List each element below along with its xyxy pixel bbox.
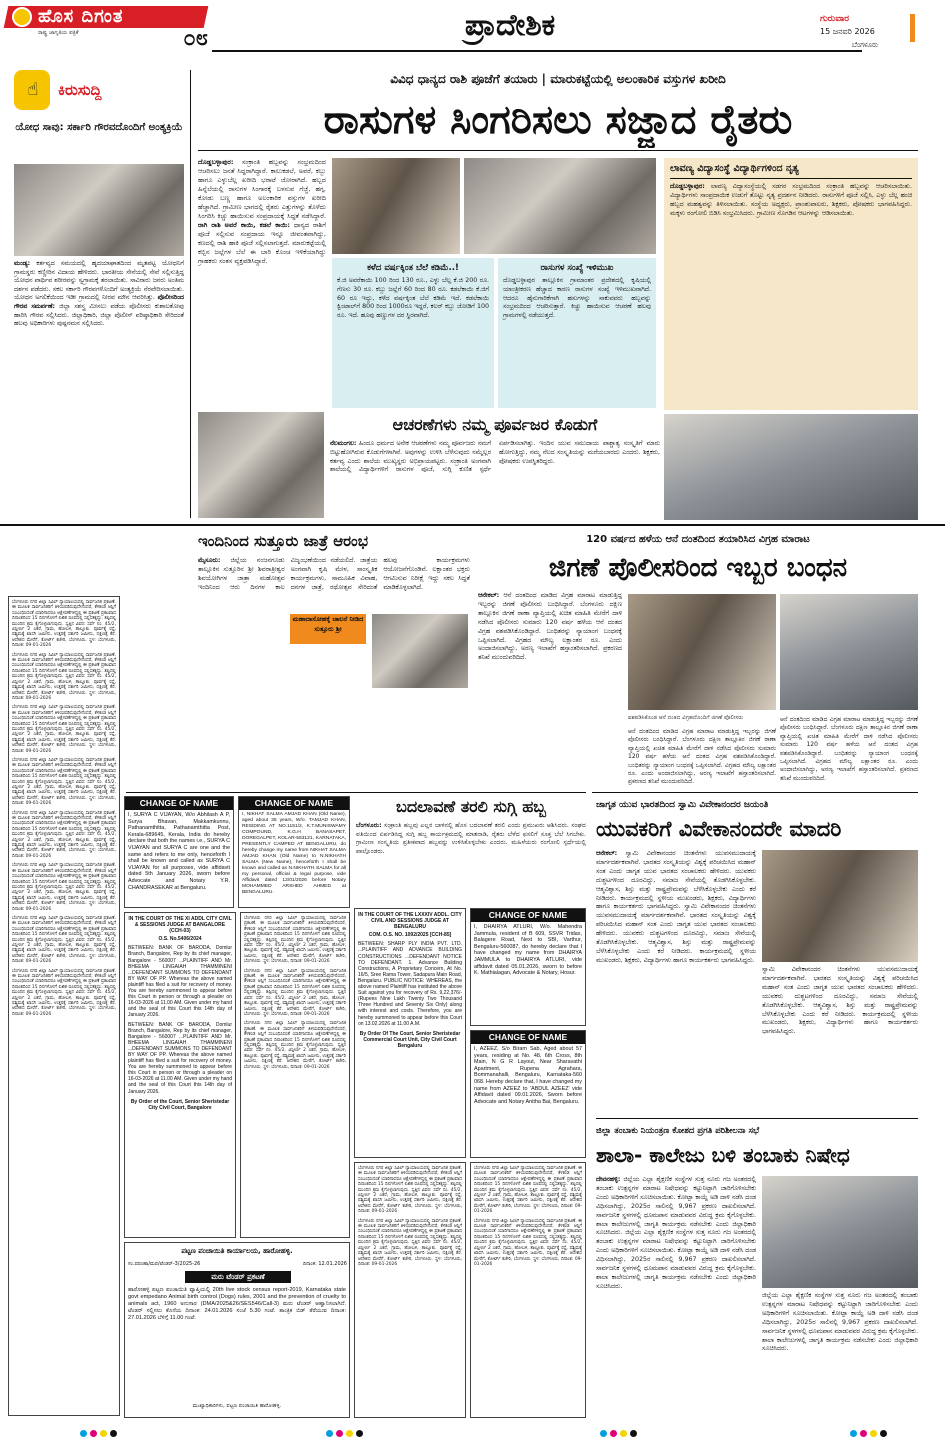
logo-emblem-icon xyxy=(12,7,32,27)
vivekananda-headline: ಯುವಕರಿಗೆ ವಿವೇಕಾನಂದರೇ ಮಾದರಿ xyxy=(596,817,842,841)
left-brief-headline: ಯೋಧ ಸಾವು: ಸರ್ಕಾರಿ ಗೌರವದೊಂದಿಗೆ ಅಂತ್ಯಕ್ರಿಯೆ xyxy=(15,122,183,133)
lead-text: ಸಂಕ್ರಾಂತಿ ಹಬ್ಬವನ್ನು ಸಂಭ್ರಮದಿಂದ ಆಚರಿಸಲು ಜನತೆ ಸಿದ್ದರಾಗಿದ್ದಾರೆ. ಕಾಲುಕಡಲೆ, ಅವರೆ, ಕಬ್ಬು ಹಾಗೂ ಎಳ್ಳುಬೆಲ್ಲ ಖರೀದಿ ಭರಾಟೆ ಜೋರಾಗಿದೆ. ಹಬ್ಬದ ಹಿನ್ನೆಲೆಯಲ್ಲಿ ರಾಸುಗಳ ಸಿಂಗಾರಕ್ಕೆ ಬಳಸುವ ಗೆಜ್ಜೆ, ಹಗ್ಗ, ಕೋಡು ಬಣ್ಣ ಹಾಗೂ ಅಲಂಕಾರಿಕ ವಸ್ತುಗಳ ಖರೀದಿ ಹೆಚ್ಚಾಗಿದೆ. ಗ್ರಾಮೀಣ ಭಾಗದಲ್ಲಿ ರೈತರು ಎತ್ತುಗಳನ್ನು ತೊಳೆದು ಸಿಂಗರಿಸಿ ಕಿಚ್ಚು ಹಾಯಿಸುವ ಸಂಪ್ರದಾಯಕ್ಕೆ ಸಿದ್ಧತೆ ನಡೆಸಿದ್ದಾರೆ. xyxy=(198,158,326,220)
suttur-photo xyxy=(372,614,468,688)
hand-point-icon: ☝ xyxy=(27,79,39,100)
market-sugarcane-photo xyxy=(332,158,460,254)
kannada-court-notice-text-4: ಬೆಂಗಳೂರು ನಗರ ಜಿಲ್ಲಾ ಸಿವಿಲ್ ನ್ಯಾಯಾಲಯದಲ್ಲಿ ಸಾರ್ವಜನಿಕ ಪ್ರಕಟಣೆ. ಈ ಮೂಲಕ ಸಾರ್ವಜನಿಕರಿಗೆ ತಿಳಿಯಪಡಿಸುವುದೇನೆಂದರೆ, ಕೆಳಕಂಡ ಆಸ್ತಿಗೆ ಸಂಬಂಧಿಸಿದಂತೆ ಯಾರಿಗಾದರೂ ಆಕ್ಷೇಪಣೆಗಳಿದ್ದಲ್ಲಿ ಈ ಪ್ರಕಟಣೆ ಪ್ರಕಟವಾದ ದಿನಾಂಕದಿಂದ 15 ದಿನಗಳೊಳಗೆ ಲಿಖಿತ ರೂಪದಲ್ಲಿ ಸಲ್ಲಿಸತಕ್ಕದ್ದು. ತಪ್ಪಿದಲ್ಲಿ ಮುಂದಿನ ಕ್ರಮ ಕೈಗೊಳ್ಳಲಾಗುವುದು. ಸ್ವತ್ತಿನ ವಿವರ: ಸರ್ವೆ ನಂ. 45/2, ವಿಸ್ತೀರ್ಣ 2 ಎಕರೆ, ಗ್ರಾಮ, ಹೋಬಳಿ, ತಾಲ್ಲೂಕು. ಪೂರ್ವಕ್ಕೆ ರಸ್ತೆ, ಪಶ್ಚಿಮಕ್ಕೆ ಖಾಸಗಿ ಜಮೀನು, ಉತ್ತರಕ್ಕೆ ಸರ್ಕಾರಿ ಜಮೀನು, ದಕ್ಷಿಣಕ್ಕೆ ಕೆರೆ. ಆದೇಶದ ಮೇರೆಗೆ, ಕೋರ್ಟ್ ಕಚೇರಿ, ಬೆಂಗಳೂರು. ಸ್ಥಳ: ಬೆಂಗಳೂರು, ದಿನಾಂಕ: 09-01-2026 xyxy=(12,757,116,807)
lead-dateline: ದೊಡ್ಡಬಳ್ಳಾಪುರ: xyxy=(198,158,234,166)
kannada-notice-middle xyxy=(240,912,350,1238)
jigani-dateline: ಆನೇಕಲ್: xyxy=(478,592,500,599)
soldier-funeral-photo xyxy=(14,164,184,256)
page-number: ೦೮ xyxy=(183,26,208,51)
reg-dot-cyan-3 xyxy=(600,1430,607,1437)
vivekananda-body xyxy=(596,850,756,1114)
lavanya-students-photo xyxy=(664,414,918,520)
left-brief-subhead: ಪೊಲೀಸರಿಂದ ಗೌರವ ಸಮರ್ಪಣೆ: xyxy=(14,294,184,310)
change-of-name-dhairya-title: CHANGE OF NAME xyxy=(471,909,585,922)
suttur-dateline: ಮೈಸೂರು: xyxy=(198,556,221,564)
logo-text: ಹೊಸ ದಿಗಂತ xyxy=(38,6,124,27)
kannada-notice-lower-a-text-2: ಬೆಂಗಳೂರು ನಗರ ಜಿಲ್ಲಾ ಸಿವಿಲ್ ನ್ಯಾಯಾಲಯದಲ್ಲಿ ಸಾರ್ವಜನಿಕ ಪ್ರಕಟಣೆ. ಈ ಮೂಲಕ ಸಾರ್ವಜನಿಕರಿಗೆ ತಿಳಿಯಪಡಿಸುವುದೇನೆಂದರೆ, ಕೆಳಕಂಡ ಆಸ್ತಿಗೆ ಸಂಬಂಧಿಸಿದಂತೆ ಯಾರಿಗಾದರೂ ಆಕ್ಷೇಪಣೆಗಳಿದ್ದಲ್ಲಿ ಈ ಪ್ರಕಟಣೆ ಪ್ರಕಟವಾದ ದಿನಾಂಕದಿಂದ 15 ದಿನಗಳೊಳಗೆ ಲಿಖಿತ ರೂಪದಲ್ಲಿ ಸಲ್ಲಿಸತಕ್ಕದ್ದು. ತಪ್ಪಿದಲ್ಲಿ ಮುಂದಿನ ಕ್ರಮ ಕೈಗೊಳ್ಳಲಾಗುವುದು. ಸ್ವತ್ತಿನ ವಿವರ: ಸರ್ವೆ ನಂ. 45/2, ವಿಸ್ತೀರ್ಣ 2 ಎಕರೆ, ಗ್ರಾಮ, ಹೋಬಳಿ, ತಾಲ್ಲೂಕು. ಪೂರ್ವಕ್ಕೆ ರಸ್ತೆ, ಪಶ್ಚಿಮಕ್ಕೆ ಖಾಸಗಿ ಜಮೀನು, ಉತ್ತರಕ್ಕೆ ಸರ್ಕಾರಿ ಜಮೀನು, ದಕ್ಷಿಣಕ್ಕೆ ಕೆರೆ. ಆದೇಶದ ಮೇರೆಗೆ, ಕೋರ್ಟ್ ಕಚೇರಿ, ಬೆಂಗಳೂರು. ಸ್ಥಳ: ಬೆಂಗಳೂರು, ದಿನಾಂಕ: 09-01-2026 xyxy=(358,1218,462,1267)
kirusuddi-label: ಕಿರುಸುದ್ದಿ xyxy=(58,81,102,99)
lead-body xyxy=(198,158,326,414)
date-label: 15 ಜನವರಿ 2026 xyxy=(820,27,875,36)
price-box xyxy=(332,258,494,408)
lavanya-rule xyxy=(670,178,912,179)
kannada-notice-lower-a-text: ಬೆಂಗಳೂರು ನಗರ ಜಿಲ್ಲಾ ಸಿವಿಲ್ ನ್ಯಾಯಾಲಯದಲ್ಲಿ ಸಾರ್ವಜನಿಕ ಪ್ರಕಟಣೆ. ಈ ಮೂಲಕ ಸಾರ್ವಜನಿಕರಿಗೆ ತಿಳಿಯಪಡಿಸುವುದೇನೆಂದರೆ, ಕೆಳಕಂಡ ಆಸ್ತಿಗೆ ಸಂಬಂಧಿಸಿದಂತೆ ಯಾರಿಗಾದರೂ ಆಕ್ಷೇಪಣೆಗಳಿದ್ದಲ್ಲಿ ಈ ಪ್ರಕಟಣೆ ಪ್ರಕಟವಾದ ದಿನಾಂಕದಿಂದ 15 ದಿನಗಳೊಳಗೆ ಲಿಖಿತ ರೂಪದಲ್ಲಿ ಸಲ್ಲಿಸತಕ್ಕದ್ದು. ತಪ್ಪಿದಲ್ಲಿ ಮುಂದಿನ ಕ್ರಮ ಕೈಗೊಳ್ಳಲಾಗುವುದು. ಸ್ವತ್ತಿನ ವಿವರ: ಸರ್ವೆ ನಂ. 45/2, ವಿಸ್ತೀರ್ಣ 2 ಎಕರೆ, ಗ್ರಾಮ, ಹೋಬಳಿ, ತಾಲ್ಲೂಕು. ಪೂರ್ವಕ್ಕೆ ರಸ್ತೆ, ಪಶ್ಚಿಮಕ್ಕೆ ಖಾಸಗಿ ಜಮೀನು, ಉತ್ತರಕ್ಕೆ ಸರ್ಕಾರಿ ಜಮೀನು, ದಕ್ಷಿಣಕ್ಕೆ ಕೆರೆ. ಆದೇಶದ ಮೇರೆಗೆ, ಕೋರ್ಟ್ ಕಚೇರಿ, ಬೆಂಗಳೂರು. ಸ್ಥಳ: ಬೆಂಗಳೂರು, ದಿನಾಂಕ: 09-01-2026 xyxy=(358,1166,462,1215)
suttur-headline: ಇಂದಿನಿಂದ ಸುತ್ತೂರು ಜಾತ್ರೆ ಆರಂಭ xyxy=(198,532,368,550)
left-brief-dateline: ಮಂಡ್ಯ: xyxy=(14,260,31,267)
left-column-rule xyxy=(190,70,191,518)
tender-office-title: ಪಟ್ಟಣ ಪಂಚಾಯಿತಿ ಕಾರ್ಯಾಲಯ, ಹಾರೋಹಳ್ಳಿ. xyxy=(181,1247,293,1255)
court1-case: O.S. No.5406/2024 xyxy=(158,936,202,943)
vivekananda-text: ಸ್ವಾಮಿ ವಿವೇಕಾನಂದರ ಚಿಂತನೆಗಳು ಯುವಸಮುದಾಯಕ್ಕೆ ಮಾರ್ಗದರ್ಶಕವಾಗಿವೆ. ಭಾರತದ ಸಂಸ್ಕೃತಿಯನ್ನು ವಿಶ್ವಕ್ಕೆ ಪರಿಚಯಿಸಿದ ಮಹಾನ್ ಸಂತ ಎಂದು ಜಾಗೃತ ಯುವ ಭಾರತದ ಸಂಚಾಲಕರು ಹೇಳಿದರು. ಯುವಕರು ದುಶ್ಚಟಗಳಿಂದ ದೂರವಿದ್ದು, ಸಮಾಜ ಸೇವೆಯಲ್ಲಿ ತೊಡಗಿಸಿಕೊಳ್ಳಬೇಕು. ಆತ್ಮವಿಶ್ವಾಸ, ಶಿಸ್ತು ಮತ್ತು ರಾಷ್ಟ್ರಪ್ರೇಮವನ್ನು ಬೆಳೆಸಿಕೊಳ್ಳಬೇಕು ಎಂದು ಕರೆ ನೀಡಿದರು. ಕಾರ್ಯಕ್ರಮದಲ್ಲಿ ಸ್ಥಳೀಯ ಮುಖಂಡರು, ಶಿಕ್ಷಕರು, ವಿದ್ಯಾರ್ಥಿಗಳು ಹಾಗೂ ಕಾರ್ಯಕರ್ತರು ಭಾಗವಹಿಸಿದ್ದರು. xyxy=(596,850,756,911)
kannada-court-notice-text-2: ಬೆಂಗಳೂರು ನಗರ ಜಿಲ್ಲಾ ಸಿವಿಲ್ ನ್ಯಾಯಾಲಯದಲ್ಲಿ ಸಾರ್ವಜನಿಕ ಪ್ರಕಟಣೆ. ಈ ಮೂಲಕ ಸಾರ್ವಜನಿಕರಿಗೆ ತಿಳಿಯಪಡಿಸುವುದೇನೆಂದರೆ, ಕೆಳಕಂಡ ಆಸ್ತಿಗೆ ಸಂಬಂಧಿಸಿದಂತೆ ಯಾರಿಗಾದರೂ ಆಕ್ಷೇಪಣೆಗಳಿದ್ದಲ್ಲಿ ಈ ಪ್ರಕಟಣೆ ಪ್ರಕಟವಾದ ದಿನಾಂಕದಿಂದ 15 ದಿನಗಳೊಳಗೆ ಲಿಖಿತ ರೂಪದಲ್ಲಿ ಸಲ್ಲಿಸತಕ್ಕದ್ದು. ತಪ್ಪಿದಲ್ಲಿ ಮುಂದಿನ ಕ್ರಮ ಕೈಗೊಳ್ಳಲಾಗುವುದು. ಸ್ವತ್ತಿನ ವಿವರ: ಸರ್ವೆ ನಂ. 45/2, ವಿಸ್ತೀರ್ಣ 2 ಎಕರೆ, ಗ್ರಾಮ, ಹೋಬಳಿ, ತಾಲ್ಲೂಕು. ಪೂರ್ವಕ್ಕೆ ರಸ್ತೆ, ಪಶ್ಚಿಮಕ್ಕೆ ಖಾಸಗಿ ಜಮೀನು, ಉತ್ತರಕ್ಕೆ ಸರ್ಕಾರಿ ಜಮೀನು, ದಕ್ಷಿಣಕ್ಕೆ ಕೆರೆ. ಆದೇಶದ ಮೇರೆಗೆ, ಕೋರ್ಟ್ ಕಚೇರಿ, ಬೆಂಗಳೂರು. ಸ್ಥಳ: ಬೆಂಗಳೂರು, ದಿನಾಂಕ: 09-01-2026 xyxy=(12,652,116,701)
sugghi-body xyxy=(356,822,586,904)
change-of-name-dhairya-body: I, DHAIRYA ATLURI, W/o. Mahendra Jammula, resident of B 609, SSVR Tridax, Balagere Road, Next to SBI, Varthur, Bengaluru-560087, do hereby declare that I have changed my name from DHAIRYA JAMMULA to DHAIRYA ATLURI, vide affidavit dated 05.01.2026, sworn to before K. Mathialagan, Advocate & Notary, Hosur. xyxy=(474,924,582,977)
kannada-court-notice-text-7: ಬೆಂಗಳೂರು ನಗರ ಜಿಲ್ಲಾ ಸಿವಿಲ್ ನ್ಯಾಯಾಲಯದಲ್ಲಿ ಸಾರ್ವಜನಿಕ ಪ್ರಕಟಣೆ. ಈ ಮೂಲಕ ಸಾರ್ವಜನಿಕರಿಗೆ ತಿಳಿಯಪಡಿಸುವುದೇನೆಂದರೆ, ಕೆಳಕಂಡ ಆಸ್ತಿಗೆ ಸಂಬಂಧಿಸಿದಂತೆ ಯಾರಿಗಾದರೂ ಆಕ್ಷೇಪಣೆಗಳಿದ್ದಲ್ಲಿ ಈ ಪ್ರಕಟಣೆ ಪ್ರಕಟವಾದ ದಿನಾಂಕದಿಂದ 15 ದಿನಗಳೊಳಗೆ ಲಿಖಿತ ರೂಪದಲ್ಲಿ ಸಲ್ಲಿಸತಕ್ಕದ್ದು. ತಪ್ಪಿದಲ್ಲಿ ಮುಂದಿನ ಕ್ರಮ ಕೈಗೊಳ್ಳಲಾಗುವುದು. ಸ್ವತ್ತಿನ ವಿವರ: ಸರ್ವೆ ನಂ. 45/2, ವಿಸ್ತೀರ್ಣ 2 ಎಕರೆ, ಗ್ರಾಮ, ಹೋಬಳಿ, ತಾಲ್ಲೂಕು. ಪೂರ್ವಕ್ಕೆ ರಸ್ತೆ, ಪಶ್ಚಿಮಕ್ಕೆ ಖಾಸಗಿ ಜಮೀನು, ಉತ್ತರಕ್ಕೆ ಸರ್ಕಾರಿ ಜಮೀನು, ದಕ್ಷಿಣಕ್ಕೆ ಕೆರೆ. ಆದೇಶದ ಮೇರೆಗೆ, ಕೋರ್ಟ್ ಕಚೇರಿ, ಬೆಂಗಳೂರು. ಸ್ಥಳ: ಬೆಂಗಳೂರು, ದಿನಾಂಕ: 09-01-2026 xyxy=(12,915,116,965)
court1-title: IN THE COURT OF THE XI ADDL CITY CIVIL & SESSIONS JUDGE AT BANGALORE (CCH-03) xyxy=(128,916,232,935)
court2-body: BETWEEN: SHARP PLY INDIA PVT. LTD. ...PLAINTIFF AND ADVANCE BUILDING CONSTRUCTIONS ...DEFENDANT NOTICE TO DEFENDANT. 1. Advance Building Constructions, A Proprietary Concern, At No. 16/5, Sree Rama Tower, Sadapura Main Road, Bengaluru. PUBLIC NOTICE: WHEREAS, the above named Plaintiff has instituted the above Suit against you for recovery of Rs. 9,22,376/- (Rupees Nine Lakh Twenty Two Thousand Three Hundred and Seventy Six Only) along with interest and costs. Therefore, you are hereby summoned to appear before this Court on 13.02.2026 at 11.00 A.M. xyxy=(358,941,462,1027)
vivekananda-text-2: ಸ್ವಾಮಿ ವಿವೇಕಾನಂದರ ಚಿಂತನೆಗಳು ಯುವಸಮುದಾಯಕ್ಕೆ ಮಾರ್ಗದರ್ಶಕವಾಗಿವೆ. ಭಾರತದ ಸಂಸ್ಕೃತಿಯನ್ನು ವಿಶ್ವಕ್ಕೆ ಪರಿಚಯಿಸಿದ ಮಹಾನ್ ಸಂತ ಎಂದು ಜಾಗೃತ ಯುವ ಭಾರತದ ಸಂಚಾಲಕರು ಹೇಳಿದರು. ಯುವಕರು ದುಶ್ಚಟಗಳಿಂದ ದೂರವಿದ್ದು, ಸಮಾಜ ಸೇವೆಯಲ್ಲಿ ತೊಡಗಿಸಿಕೊಳ್ಳಬೇಕು. ಆತ್ಮವಿಶ್ವಾಸ, ಶಿಸ್ತು ಮತ್ತು ರಾಷ್ಟ್ರಪ್ರೇಮವನ್ನು ಬೆಳೆಸಿಕೊಳ್ಳಬೇಕು ಎಂದು ಕರೆ ನೀಡಿದರು. ಕಾರ್ಯಕ್ರಮದಲ್ಲಿ ಸ್ಥಳೀಯ ಮುಖಂಡರು, ಶಿಕ್ಷಕರು, ವಿದ್ಯಾರ್ಥಿಗಳು ಹಾಗೂ ಕಾರ್ಯಕರ್ತರು ಭಾಗವಹಿಸಿದ್ದರು. xyxy=(596,903,756,964)
vivekananda-dateline: ಆನೇಕಲ್: xyxy=(596,850,618,857)
masthead xyxy=(0,0,945,54)
kannada-court-notice-text-6: ಬೆಂಗಳೂರು ನಗರ ಜಿಲ್ಲಾ ಸಿವಿಲ್ ನ್ಯಾಯಾಲಯದಲ್ಲಿ ಸಾರ್ವಜನಿಕ ಪ್ರಕಟಣೆ. ಈ ಮೂಲಕ ಸಾರ್ವಜನಿಕರಿಗೆ ತಿಳಿಯಪಡಿಸುವುದೇನೆಂದರೆ, ಕೆಳಕಂಡ ಆಸ್ತಿಗೆ ಸಂಬಂಧಿಸಿದಂತೆ ಯಾರಿಗಾದರೂ ಆಕ್ಷೇಪಣೆಗಳಿದ್ದಲ್ಲಿ ಈ ಪ್ರಕಟಣೆ ಪ್ರಕಟವಾದ ದಿನಾಂಕದಿಂದ 15 ದಿನಗಳೊಳಗೆ ಲಿಖಿತ ರೂಪದಲ್ಲಿ ಸಲ್ಲಿಸತಕ್ಕದ್ದು. ತಪ್ಪಿದಲ್ಲಿ ಮುಂದಿನ ಕ್ರಮ ಕೈಗೊಳ್ಳಲಾಗುವುದು. ಸ್ವತ್ತಿನ ವಿವರ: ಸರ್ವೆ ನಂ. 45/2, ವಿಸ್ತೀರ್ಣ 2 ಎಕರೆ, ಗ್ರಾಮ, ಹೋಬಳಿ, ತಾಲ್ಲೂಕು. ಪೂರ್ವಕ್ಕೆ ರಸ್ತೆ, ಪಶ್ಚಿಮಕ್ಕೆ ಖಾಸಗಿ ಜಮೀನು, ಉತ್ತರಕ್ಕೆ ಸರ್ಕಾರಿ ಜಮೀನು, ದಕ್ಷಿಣಕ್ಕೆ ಕೆರೆ. ಆದೇಶದ ಮೇರೆಗೆ, ಕೋರ್ಟ್ ಕಚೇರಿ, ಬೆಂಗಳೂರು. ಸ್ಥಳ: ಬೆಂಗಳೂರು, ದಿನಾಂಕ: 09-01-2026 xyxy=(12,863,116,912)
tobacco-dateline: ದೇವನಹಳ್ಳಿ: xyxy=(596,1176,621,1183)
sugghi-text: ಸಂಕ್ರಾಂತಿ ಹಬ್ಬವು ಎಲ್ಲರ ಬಾಳಿನಲ್ಲಿ ಹೊಸ ಬದಲಾವಣೆ ತರಲಿ ಎಂದು ಪ್ರಮುಖರು ಆಶಿಸಿದರು. ಸಂಘದ ವತಿಯಿಂದ ಏರ್ಪಡಿಸಿದ್ದ ಸುಗ್ಗಿ ಹಬ್ಬ ಕಾರ್ಯಕ್ರಮದಲ್ಲಿ ಮಾತನಾಡಿ, ರೈತರು ಬೆಳೆದ ಫಸಲಿಗೆ ಸೂಕ್ತ ಬೆಲೆ ಸಿಗಬೇಕು. ಗ್ರಾಮೀಣ ಸಂಸ್ಕೃತಿಯ ಪ್ರತೀಕವಾದ ಹಬ್ಬವನ್ನು ಉಳಿಸಿಕೊಳ್ಳಬೇಕು ಎಂದರು. ಮಹಿಳೆಯರು ರಂಗೋಲಿ ಸ್ಪರ್ಧೆಯಲ್ಲಿ ಪಾಲ್ಗೊಂಡರು. xyxy=(356,822,586,856)
lavanya-text: ಲಾವಣ್ಯ ವಿದ್ಯಾಸಂಸ್ಥೆಯಲ್ಲಿ ಸಡಗರ ಸಂಭ್ರಮದಿಂದ ಸಂಕ್ರಾಂತಿ ಹಬ್ಬವನ್ನು ಆಚರಿಸಲಾಯಿತು. ವಿದ್ಯಾರ್ಥಿಗಳು ಸಾಂಪ್ರದಾಯಿಕ ಉಡುಗೆ ತೊಟ್ಟು ನೃತ್ಯ ಪ್ರದರ್ಶನ ನೀಡಿದರು. ರಾಸುಗಳಿಗೆ ಪೂಜೆ ಸಲ್ಲಿಸಿ, ಎಳ್ಳು ಬೆಲ್ಲ ಹಂಚಿ ಹಬ್ಬದ ಮಹತ್ವವನ್ನು ತಿಳಿಸಲಾಯಿತು. ಸಂಸ್ಥೆಯ ಅಧ್ಯಕ್ಷರು, ಪ್ರಾಂಶುಪಾಲರು, ಶಿಕ್ಷಕರು, ಪೋಷಕರು ಭಾಗವಹಿಸಿದ್ದರು. ಮಕ್ಕಳು ರಂಗೋಲಿ ಬಿಡಿಸಿ ಸಂಭ್ರಮಿಸಿದರು. ಗ್ರಾಮೀಣ ಸೊಗಡಿನ ಆಟಗಳನ್ನು ಆಡಿಸಲಾಯಿತು. xyxy=(670,182,912,217)
reg-dot-black-4 xyxy=(880,1430,887,1437)
cattle-box xyxy=(498,258,656,408)
reg-dot-cyan-4 xyxy=(850,1430,857,1437)
change-of-name-azeez-body: I, AZEEZ, S/o Biram Sab, Aged about 57 years, residing at No. 48, 6th Cross, 8th Main, N G R Layout, Near Sharavathi Apartment, Rupena Agrahara, Bommanahalli, Bengaluru, Karnataka-560 068. Hereby declare that, I have changed my name from AZEEZ to 'ABDUL AZEEZ' vide Affidavit dated 09.01.2026, Sworn before Advocate and Notary Anitha Bai, Bengaluru. xyxy=(474,1046,582,1105)
tender-body: ಹಾರೋಹಳ್ಳಿ ಪಟ್ಟಣ ಪಂಚಾಯಿತಿ ವ್ಯಾಪ್ತಿಯಲ್ಲಿ 20th live stock census report-2019, Karnataka state govt empedano Animal birth control (Dogs) rules, 2001 and the prevention of cruelty to animals act, 1960 ಅನುಸಾರ (DMA/2025&26/SES546/Call-3) ಮರು ಟೆಂಡರ್ ಆಹ್ವಾನಿಸಲಾಗಿದೆ. ಟೆಂಡರ್ ಸಲ್ಲಿಸಲು ಕೊನೆಯ ದಿನಾಂಕ: 24.01.2026 ಸಂಜೆ 5.30 ಗಂಟೆ. ತಾಂತ್ರಿಕ ಬಿಡ್ ತೆರೆಯುವ ದಿನಾಂಕ: 27.01.2026 ಬೆಳಿಗ್ಗೆ 11.00 ಗಂಟೆ. xyxy=(128,1287,346,1321)
court1-sign: By Order of the Court, Senior Sheristedar City Civil Court, Bangalore xyxy=(130,1098,230,1111)
market-vendors-photo xyxy=(464,158,656,254)
lead-subhead: ರಾಗಿ ರಾಶಿ ಅವರೆ ಕಾಯಿ, ಕಡಲೆ ಕಾಯಿ: xyxy=(198,221,290,229)
lead-headline: ರಾಸುಗಳ ಸಿಂಗರಿಸಲು ಸಜ್ಜಾದ ರೈತರು xyxy=(323,97,793,143)
court-notice-sharp-ply xyxy=(354,908,466,1158)
change-of-name-azeez xyxy=(470,1030,586,1158)
tobacco-divider xyxy=(596,1118,918,1119)
court1-body: BETWEEN: BANK OF BARODA, Domlur Branch, Bangalore, Rep by its chief manager, Bangalore - 560007 ...PLAINTIFF AND Mr. BHEEMA LINGAIAH THAMMINENI ...DEFENDANT SUMMONS TO DEFENDANT BY WAY OF PP. Whereas the above named plaintiff has filed a suit for recovery of money. You are hereby summoned to appear before this Court in person or through a pleader on 16-03-2026 at 11.00 AM. Given under my hand and the seal of this Court this 14th day of January 2026. xyxy=(128,945,232,1019)
cattle-box-body: ದೊಡ್ಡಬಳ್ಳಾಪುರ ತಾಲ್ಲೂಕಿನ ಗ್ರಾಮಾಂತರ ಪ್ರದೇಶದಲ್ಲಿ ಕೃಷಿಯಲ್ಲಿ ಯಾಂತ್ರೀಕರಣ ಹೆಚ್ಚಾದ ಕಾರಣ ರಾಸುಗಳ ಸಂಖ್ಯೆ ಇಳಿಮುಖವಾಗಿದೆ. ಆದರೂ ಹೈನುಗಾರಿಕೆಗಾಗಿ ಹಸುಗಳನ್ನು ಸಾಕುವವರು ಹಬ್ಬವನ್ನು ಸಂಭ್ರಮದಿಂದ ಆಚರಿಸುತ್ತಾರೆ. ಕಿಚ್ಚು ಹಾಯಿಸುವ ಆಚರಣೆ ಹಲವು ಗ್ರಾಮಗಳಲ್ಲಿ ನಡೆಯುತ್ತದೆ. xyxy=(503,277,651,320)
tobacco-body-right: ಜಿಲ್ಲೆಯ ಎಲ್ಲಾ ಶೈಕ್ಷಣಿಕ ಸಂಸ್ಥೆಗಳ ಸುತ್ತ ನೂರು ಗಜ ಅಂತರದಲ್ಲಿ ತಂಬಾಕು ಉತ್ಪನ್ನಗಳ ಮಾರಾಟ ನಿಷೇಧವನ್ನು ಕಟ್ಟುನಿಟ್ಟಾಗಿ ಜಾರಿಗೊಳಿಸಬೇಕು ಎಂದು ಅಧಿಕಾರಿಗಳಿಗೆ ಸೂಚಿಸಲಾಯಿತು. ಕೋಟ್ಪಾ ಕಾಯ್ದೆ ಅಡಿ ದಾಳಿ ನಡೆಸಿ ದಂಡ ವಿಧಿಸಲಾಗಿದ್ದು, 2025ರ ಸಾಲಿನಲ್ಲಿ 9,967 ಪ್ರಕರಣ ದಾಖಲಿಸಲಾಗಿದೆ. ಸಾರ್ವಜನಿಕ ಸ್ಥಳಗಳಲ್ಲಿ ಧೂಮಪಾನ ಮಾಡುವವರ ವಿರುದ್ಧ ಕ್ರಮ ಕೈಗೊಳ್ಳಬೇಕು. ಶಾಲಾ ಕಾಲೇಜುಗಳಲ್ಲಿ ಜಾಗೃತಿ ಕಾರ್ಯಕ್ರಮ ನಡೆಸಬೇಕು ಎಂದು ಜಿಲ್ಲಾಧಿಕಾರಿ ಸೂಚಿಸಿದರು. xyxy=(762,1292,918,1353)
lavanya-story xyxy=(664,158,918,410)
tobacco-body xyxy=(596,1176,756,1420)
tobacco-text-2: ಜಿಲ್ಲೆಯ ಎಲ್ಲಾ ಶೈಕ್ಷಣಿಕ ಸಂಸ್ಥೆಗಳ ಸುತ್ತ ನೂರು ಗಜ ಅಂತರದಲ್ಲಿ ತಂಬಾಕು ಉತ್ಪನ್ನಗಳ ಮಾರಾಟ ನಿಷೇಧವನ್ನು ಕಟ್ಟುನಿಟ್ಟಾಗಿ ಜಾರಿಗೊಳಿಸಬೇಕು ಎಂದು ಅಧಿಕಾರಿಗಳಿಗೆ ಸೂಚಿಸಲಾಯಿತು. ಕೋಟ್ಪಾ ಕಾಯ್ದೆ ಅಡಿ ದಾಳಿ ನಡೆಸಿ ದಂಡ ವಿಧಿಸಲಾಗಿದ್ದು, 2025ರ ಸಾಲಿನಲ್ಲಿ 9,967 ಪ್ರಕರಣ ದಾಖಲಿಸಲಾಗಿದೆ. ಸಾರ್ವಜನಿಕ ಸ್ಥಳಗಳಲ್ಲಿ ಧೂಮಪಾನ ಮಾಡುವವರ ವಿರುದ್ಧ ಕ್ರಮ ಕೈಗೊಳ್ಳಬೇಕು. ಶಾಲಾ ಕಾಲೇಜುಗಳಲ್ಲಿ ಜಾಗೃತಿ ಕಾರ್ಯಕ್ರಮ ನಡೆಸಬೇಕು ಎಂದು ಜಿಲ್ಲಾಧಿಕಾರಿ ಸೂಚಿಸಿದರು. xyxy=(596,1229,756,1290)
registration-marks xyxy=(0,1426,945,1440)
jigani-text: ಆನೆ ದಂತದಿಂದ ಮಾಡಿದ ವಿಗ್ರಹ ಮಾರಾಟ ಮಾಡುತ್ತಿದ್ದ ಇಬ್ಬರನ್ನು ಜಿಗಣೆ ಪೊಲೀಸರು ಬಂಧಿಸಿದ್ದಾರೆ. ಬೆಂಗಳೂರು ದಕ್ಷಿಣ ತಾಲ್ಲೂಕಿನ ಜಿಗಣೆ ಠಾಣಾ ವ್ಯಾಪ್ತಿಯಲ್ಲಿ ಖಚಿತ ಮಾಹಿತಿ ಮೇರೆಗೆ ದಾಳಿ ನಡೆಸಿದ ಪೊಲೀಸರು ಸುಮಾರು 120 ವರ್ಷ ಹಳೆಯ ಆನೆ ದಂತದ ವಿಗ್ರಹ ವಶಪಡಿಸಿಕೊಂಡಿದ್ದಾರೆ. ಬಂಧಿತರನ್ನು ನ್ಯಾಯಾಂಗ ಬಂಧನಕ್ಕೆ ಒಪ್ಪಿಸಲಾಗಿದೆ. ವಿಗ್ರಹದ ಮೌಲ್ಯ ಲಕ್ಷಾಂತರ ರೂ. ಎಂದು ಅಂದಾಜಿಸಲಾಗಿದ್ದು, ಅರಣ್ಯ ಇಲಾಖೆಗೆ ಹಸ್ತಾಂತರಿಸಲಾಗಿದೆ. ಪ್ರಕರಣದ ತನಿಖೆ ಮುಂದುವರಿದಿದೆ. xyxy=(478,592,622,662)
acharane-text: ಹಿಂದೂ ಧರ್ಮದ ಅನೇಕ ಆಚರಣೆಗಳು ನಮ್ಮ ಪೂರ್ವಜರು ನಮಗೆ ಬಿಟ್ಟುಹೋಗಿರುವ ಕೊಡುಗೆಗಳಾಗಿವೆ. ಅವುಗಳನ್ನು ಉಳಿಸಿ ಬೆಳೆಸುವುದು ನಮ್ಮೆಲ್ಲರ ಕರ್ತವ್ಯ ಎಂದು ಶಾಲೆಯ ಮುಖ್ಯಸ್ಥರು ಅಭಿಪ್ರಾಯಪಟ್ಟರು. ಸಂಕ್ರಾಂತಿ ಅಂಗವಾಗಿ ಶಾಲೆಯಲ್ಲಿ ವಿದ್ಯಾರ್ಥಿಗಳಿಗೆ ರಾಸುಗಳ ಪೂಜೆ, ಸುಗ್ಗಿ ಕುಣಿತ ಸ್ಪರ್ಧೆ ಏರ್ಪಡಿಸಲಾಗಿತ್ತು. ಇಂದಿನ ಯುವ ಸಮುದಾಯ ಪಾಶ್ಚಾತ್ಯ ಸಂಸ್ಕೃತಿಗೆ ಮಾರು ಹೋಗುತ್ತಿದ್ದು, ನಮ್ಮ ನೆಲದ ಸಂಸ್ಕೃತಿಯನ್ನು ಮರೆಯಬಾರದು ಎಂದರು. ಶಿಕ್ಷಕರು, ಪೋಷಕರು ಉಪಸ್ಥಿತರಿದ್ದರು. xyxy=(330,440,660,474)
kannada-court-notice-text: ಬೆಂಗಳೂರು ನಗರ ಜಿಲ್ಲಾ ಸಿವಿಲ್ ನ್ಯಾಯಾಲಯದಲ್ಲಿ ಸಾರ್ವಜನಿಕ ಪ್ರಕಟಣೆ. ಈ ಮೂಲಕ ಸಾರ್ವಜನಿಕರಿಗೆ ತಿಳಿಯಪಡಿಸುವುದೇನೆಂದರೆ, ಕೆಳಕಂಡ ಆಸ್ತಿಗೆ ಸಂಬಂಧಿಸಿದಂತೆ ಯಾರಿಗಾದರೂ ಆಕ್ಷೇಪಣೆಗಳಿದ್ದಲ್ಲಿ ಈ ಪ್ರಕಟಣೆ ಪ್ರಕಟವಾದ ದಿನಾಂಕದಿಂದ 15 ದಿನಗಳೊಳಗೆ ಲಿಖಿತ ರೂಪದಲ್ಲಿ ಸಲ್ಲಿಸತಕ್ಕದ್ದು. ತಪ್ಪಿದಲ್ಲಿ ಮುಂದಿನ ಕ್ರಮ ಕೈಗೊಳ್ಳಲಾಗುವುದು. ಸ್ವತ್ತಿನ ವಿವರ: ಸರ್ವೆ ನಂ. 45/2, ವಿಸ್ತೀರ್ಣ 2 ಎಕರೆ, ಗ್ರಾಮ, ಹೋಬಳಿ, ತಾಲ್ಲೂಕು. ಪೂರ್ವಕ್ಕೆ ರಸ್ತೆ, ಪಶ್ಚಿಮಕ್ಕೆ ಖಾಸಗಿ ಜಮೀನು, ಉತ್ತರಕ್ಕೆ ಸರ್ಕಾರಿ ಜಮೀನು, ದಕ್ಷಿಣಕ್ಕೆ ಕೆರೆ. ಆದೇಶದ ಮೇರೆಗೆ, ಕೋರ್ಟ್ ಕಚೇರಿ, ಬೆಂಗಳೂರು. ಸ್ಥಳ: ಬೆಂಗಳೂರು, ದಿನಾಂಕ: 09-01-2026 xyxy=(12,600,116,649)
change-of-name-nikhat xyxy=(238,796,350,908)
date-accent-bar xyxy=(910,14,915,42)
change-of-name-azeez-title: CHANGE OF NAME xyxy=(471,1031,585,1044)
reg-dot-yellow-2 xyxy=(346,1430,353,1437)
reg-dot-black-2 xyxy=(356,1430,363,1437)
vivekananda-event-photo xyxy=(762,850,918,962)
tender-number: ಸಂ.ಪಪಂಹಾ/ಮಪ/ಟೆಂಡರ್-3/2025-26 xyxy=(128,1261,201,1267)
court2-case: COM. O.S. NO. 1092/2025 [CCH-85] xyxy=(368,932,452,939)
jigani-kicker: 120 ವರ್ಷದ ಹಳೆಯ ಆನೆ ದಂತದಿಂದ ತಯಾರಿಸಿದ ವಿಗ್ರಹ ಮಾರಾಟ xyxy=(586,534,810,545)
suttur-text: ಜಿಲ್ಲೆಯ ನಂಜನಗೂಡು ತಾಲ್ಲೂಕಿನ ಸುತ್ತೂರಿನ ಶ್ರೀ ಶಿವರಾತ್ರೀಶ್ವರ ಶಿವಯೋಗಿಗಳ ಜಾತ್ರಾ ಮಹೋತ್ಸವ ಇಂದಿನಿಂದ ಆರು ದಿನಗಳ ಕಾಲ ವಿಜೃಂಭಣೆಯಿಂದ ನಡೆಯಲಿದೆ. ಜಾತ್ರೆಯ ಅಂಗವಾಗಿ ಕೃಷಿ ಮೇಳ, ಸಾಂಸ್ಕೃತಿಕ ಕಾರ್ಯಕ್ರಮಗಳು, ಸಾಮೂಹಿಕ ವಿವಾಹ, ದನಗಳ ಜಾತ್ರೆ, ರಥೋತ್ಸವ ಸೇರಿದಂತೆ ಹಲವು ಕಾರ್ಯಕ್ರಮಗಳು ಆಯೋಜನೆಗೊಂಡಿವೆ. ಲಕ್ಷಾಂತರ ಭಕ್ತರು ಆಗಮಿಸುವ ನಿರೀಕ್ಷೆ ಇದ್ದು ಸಕಲ ಸಿದ್ಧತೆ ಮಾಡಿಕೊಳ್ಳಲಾಗಿದೆ. xyxy=(198,556,470,591)
suttur-caption: ಮಹಾದಾಸೋಹಕ್ಕೆ ಚಾಲನೆ ನೀಡಿದ ಸುತ್ತೂರು ಶ್ರೀ xyxy=(290,614,366,644)
price-box-title: ಕಳೆದ ವರ್ಷಕ್ಕಿಂತ ಬೆಲೆ ಕಡಿಮೆ..! xyxy=(367,263,459,273)
change-of-name-nikhat-body: I, NIKHAT SALMA AMJAD KHAN (Old Name), aged about 35 years, W/o. TAMJAD KHAN, RESIDING AT NO.1151/2, K.T.MUNISWAMY COMPOUND, K.G.H BANASAPET, DOREGALPET, KOLAR-563121, KARNATAKA, PRESENTLY CAMPED AT BENGALURU, do hereby change my name from NIKHAT SALMA AMJAD KHAN (Old Name) to N.NIKHATH SALMA (New Name), henceforth I shall be known and called as N.NIKHATH SALMA for all my personal, official & legal purpose, vide Affidavit dated 12/01/2026 before Notary MOHAMMED ARSHED AHMED at BENGALURU. xyxy=(242,812,346,895)
tobacco-text: ಜಿಲ್ಲೆಯ ಎಲ್ಲಾ ಶೈಕ್ಷಣಿಕ ಸಂಸ್ಥೆಗಳ ಸುತ್ತ ನೂರು ಗಜ ಅಂತರದಲ್ಲಿ ತಂಬಾಕು ಉತ್ಪನ್ನಗಳ ಮಾರಾಟ ನಿಷೇಧವನ್ನು ಕಟ್ಟುನಿಟ್ಟಾಗಿ ಜಾರಿಗೊಳಿಸಬೇಕು ಎಂದು ಅಧಿಕಾರಿಗಳಿಗೆ ಸೂಚಿಸಲಾಯಿತು. ಕೋಟ್ಪಾ ಕಾಯ್ದೆ ಅಡಿ ದಾಳಿ ನಡೆಸಿ ದಂಡ ವಿಧಿಸಲಾಗಿದ್ದು, 2025ರ ಸಾಲಿನಲ್ಲಿ 9,967 ಪ್ರಕರಣ ದಾಖಲಿಸಲಾಗಿದೆ. ಸಾರ್ವಜನಿಕ ಸ್ಥಳಗಳಲ್ಲಿ ಧೂಮಪಾನ ಮಾಡುವವರ ವಿರುದ್ಧ ಕ್ರಮ ಕೈಗೊಳ್ಳಬೇಕು. ಶಾಲಾ ಕಾಲೇಜುಗಳಲ್ಲಿ ಜಾಗೃತಿ ಕಾರ್ಯಕ್ರಮ ನಡೆಸಬೇಕು ಎಂದು ಜಿಲ್ಲಾಧಿಕಾರಿ ಸೂಚಿಸಿದರು. xyxy=(596,1176,756,1237)
right-lower-horizontal-rule xyxy=(592,792,918,793)
mid-horizontal-rule xyxy=(0,524,945,526)
kirusuddi-badge xyxy=(14,70,164,116)
acharane-headline: ಆಚರಣೆಗಳು ನಮ್ಮ ಪೂರ್ವಜರ ಕೊಡುಗೆ xyxy=(392,415,598,434)
kannada-court-notice xyxy=(8,596,120,1416)
lead-headline-rule xyxy=(198,150,918,151)
change-of-name-nikhat-title: CHANGE OF NAME xyxy=(239,797,349,810)
kannada-notice-lower-b-text-2: ಬೆಂಗಳೂರು ನಗರ ಜಿಲ್ಲಾ ಸಿವಿಲ್ ನ್ಯಾಯಾಲಯದಲ್ಲಿ ಸಾರ್ವಜನಿಕ ಪ್ರಕಟಣೆ. ಈ ಮೂಲಕ ಸಾರ್ವಜನಿಕರಿಗೆ ತಿಳಿಯಪಡಿಸುವುದೇನೆಂದರೆ, ಕೆಳಕಂಡ ಆಸ್ತಿಗೆ ಸಂಬಂಧಿಸಿದಂತೆ ಯಾರಿಗಾದರೂ ಆಕ್ಷೇಪಣೆಗಳಿದ್ದಲ್ಲಿ ಈ ಪ್ರಕಟಣೆ ಪ್ರಕಟವಾದ ದಿನಾಂಕದಿಂದ 15 ದಿನಗಳೊಳಗೆ ಲಿಖಿತ ರೂಪದಲ್ಲಿ ಸಲ್ಲಿಸತಕ್ಕದ್ದು. ತಪ್ಪಿದಲ್ಲಿ ಮುಂದಿನ ಕ್ರಮ ಕೈಗೊಳ್ಳಲಾಗುವುದು. ಸ್ವತ್ತಿನ ವಿವರ: ಸರ್ವೆ ನಂ. 45/2, ವಿಸ್ತೀರ್ಣ 2 ಎಕರೆ, ಗ್ರಾಮ, ಹೋಬಳಿ, ತಾಲ್ಲೂಕು. ಪೂರ್ವಕ್ಕೆ ರಸ್ತೆ, ಪಶ್ಚಿಮಕ್ಕೆ ಖಾಸಗಿ ಜಮೀನು, ಉತ್ತರಕ್ಕೆ ಸರ್ಕಾರಿ ಜಮೀನು, ದಕ್ಷಿಣಕ್ಕೆ ಕೆರೆ. ಆದೇಶದ ಮೇರೆಗೆ, ಕೋರ್ಟ್ ಕಚೇರಿ, ಬೆಂಗಳೂರು. ಸ್ಥಳ: ಬೆಂಗಳೂರು, ದಿನಾಂಕ: 09-01-2026 xyxy=(474,1218,582,1267)
tobacco-meeting-photo xyxy=(762,1176,918,1288)
acharane-dateline: ನೆಲಮಂಗಲ: xyxy=(330,440,357,447)
jigani-body-3: ಆನೆ ದಂತದಿಂದ ಮಾಡಿದ ವಿಗ್ರಹ ಮಾರಾಟ ಮಾಡುತ್ತಿದ್ದ ಇಬ್ಬರನ್ನು ಜಿಗಣೆ ಪೊಲೀಸರು ಬಂಧಿಸಿದ್ದಾರೆ. ಬೆಂಗಳೂರು ದಕ್ಷಿಣ ತಾಲ್ಲೂಕಿನ ಜಿಗಣೆ ಠಾಣಾ ವ್ಯಾಪ್ತಿಯಲ್ಲಿ ಖಚಿತ ಮಾಹಿತಿ ಮೇರೆಗೆ ದಾಳಿ ನಡೆಸಿದ ಪೊಲೀಸರು ಸುಮಾರು 120 ವರ್ಷ ಹಳೆಯ ಆನೆ ದಂತದ ವಿಗ್ರಹ ವಶಪಡಿಸಿಕೊಂಡಿದ್ದಾರೆ. ಬಂಧಿತರನ್ನು ನ್ಯಾಯಾಂಗ ಬಂಧನಕ್ಕೆ ಒಪ್ಪಿಸಲಾಗಿದೆ. ವಿಗ್ರಹದ ಮೌಲ್ಯ ಲಕ್ಷಾಂತರ ರೂ. ಎಂದು ಅಂದಾಜಿಸಲಾಗಿದ್ದು, ಅರಣ್ಯ ಇಲಾಖೆಗೆ ಹಸ್ತಾಂತರಿಸಲಾಗಿದೆ. ಪ್ರಕರಣದ ತನಿಖೆ ಮುಂದುವರಿದಿದೆ. xyxy=(628,728,776,786)
lavanya-headline: ಲಾವಣ್ಯ ವಿದ್ಯಾಸಂಸ್ಥೆ ವಿದ್ಯಾರ್ಥಿಗಳಿಂದ ನೃತ್ಯ xyxy=(670,163,799,174)
change-of-name-surya xyxy=(124,796,234,908)
kannada-notice-lower-a xyxy=(354,1162,466,1418)
tobacco-headline: ಶಾಲಾ- ಕಾಲೇಜು ಬಳಿ ತಂಬಾಕು ನಿಷೇಧ xyxy=(596,1143,850,1167)
kannada-court-notice-text-5: ಬೆಂಗಳೂರು ನಗರ ಜಿಲ್ಲಾ ಸಿವಿಲ್ ನ್ಯಾಯಾಲಯದಲ್ಲಿ ಸಾರ್ವಜನಿಕ ಪ್ರಕಟಣೆ. ಈ ಮೂಲಕ ಸಾರ್ವಜನಿಕರಿಗೆ ತಿಳಿಯಪಡಿಸುವುದೇನೆಂದರೆ, ಕೆಳಕಂಡ ಆಸ್ತಿಗೆ ಸಂಬಂಧಿಸಿದಂತೆ ಯಾರಿಗಾದರೂ ಆಕ್ಷೇಪಣೆಗಳಿದ್ದಲ್ಲಿ ಈ ಪ್ರಕಟಣೆ ಪ್ರಕಟವಾದ ದಿನಾಂಕದಿಂದ 15 ದಿನಗಳೊಳಗೆ ಲಿಖಿತ ರೂಪದಲ್ಲಿ ಸಲ್ಲಿಸತಕ್ಕದ್ದು. ತಪ್ಪಿದಲ್ಲಿ ಮುಂದಿನ ಕ್ರಮ ಕೈಗೊಳ್ಳಲಾಗುವುದು. ಸ್ವತ್ತಿನ ವಿವರ: ಸರ್ವೆ ನಂ. 45/2, ವಿಸ್ತೀರ್ಣ 2 ಎಕರೆ, ಗ್ರಾಮ, ಹೋಬಳಿ, ತಾಲ್ಲೂಕು. ಪೂರ್ವಕ್ಕೆ ರಸ್ತೆ, ಪಶ್ಚಿಮಕ್ಕೆ ಖಾಸಗಿ ಜಮೀನು, ಉತ್ತರಕ್ಕೆ ಸರ್ಕಾರಿ ಜಮೀನು, ದಕ್ಷಿಣಕ್ಕೆ ಕೆರೆ. ಆದೇಶದ ಮೇರೆಗೆ, ಕೋರ್ಟ್ ಕಚೇರಿ, ಬೆಂಗಳೂರು. ಸ್ಥಳ: ಬೆಂಗಳೂರು, ದಿನಾಂಕ: 09-01-2026 xyxy=(12,810,116,859)
harohalli-tender-notice xyxy=(124,1242,350,1418)
kannada-court-notice-text-8: ಬೆಂಗಳೂರು ನಗರ ಜಿಲ್ಲಾ ಸಿವಿಲ್ ನ್ಯಾಯಾಲಯದಲ್ಲಿ ಸಾರ್ವಜನಿಕ ಪ್ರಕಟಣೆ. ಈ ಮೂಲಕ ಸಾರ್ವಜನಿಕರಿಗೆ ತಿಳಿಯಪಡಿಸುವುದೇನೆಂದರೆ, ಕೆಳಕಂಡ ಆಸ್ತಿಗೆ ಸಂಬಂಧಿಸಿದಂತೆ ಯಾರಿಗಾದರೂ ಆಕ್ಷೇಪಣೆಗಳಿದ್ದಲ್ಲಿ ಈ ಪ್ರಕಟಣೆ ಪ್ರಕಟವಾದ ದಿನಾಂಕದಿಂದ 15 ದಿನಗಳೊಳಗೆ ಲಿಖಿತ ರೂಪದಲ್ಲಿ ಸಲ್ಲಿಸತಕ್ಕದ್ದು. ತಪ್ಪಿದಲ್ಲಿ ಮುಂದಿನ ಕ್ರಮ ಕೈಗೊಳ್ಳಲಾಗುವುದು. ಸ್ವತ್ತಿನ ವಿವರ: ಸರ್ವೆ ನಂ. 45/2, ವಿಸ್ತೀರ್ಣ 2 ಎಕರೆ, ಗ್ರಾಮ, ಹೋಬಳಿ, ತಾಲ್ಲೂಕು. ಪೂರ್ವಕ್ಕೆ ರಸ್ತೆ, ಪಶ್ಚಿಮಕ್ಕೆ ಖಾಸಗಿ ಜಮೀನು, ಉತ್ತರಕ್ಕೆ ಸರ್ಕಾರಿ ಜಮೀನು, ದಕ್ಷಿಣಕ್ಕೆ ಕೆರೆ. ಆದೇಶದ ಮೇರೆಗೆ, ಕೋರ್ಟ್ ಕಚೇರಿ, ಬೆಂಗಳೂರು. ಸ್ಥಳ: ಬೆಂಗಳೂರು, ದಿನಾಂಕ: 09-01-2026 xyxy=(12,968,116,1017)
vivekananda-kicker: ಜಾಗೃತ ಯುವ ಭಾರತದಿಂದ ಸ್ವಾಮಿ ವಿವೇಕಾನಂದರ ಜಯಂತಿ xyxy=(596,800,769,810)
lower-horizontal-rule xyxy=(126,792,586,793)
tobacco-kicker: ಜಿಲ್ಲಾ ತಂಬಾಕು ನಿಯಂತ್ರಣ ಕೋಶದ ಪ್ರಗತಿ ಪರಿಶೀಲನಾ ಸಭೆ xyxy=(596,1126,760,1136)
kannada-notice-lower-b-text: ಬೆಂಗಳೂರು ನಗರ ಜಿಲ್ಲಾ ಸಿವಿಲ್ ನ್ಯಾಯಾಲಯದಲ್ಲಿ ಸಾರ್ವಜನಿಕ ಪ್ರಕಟಣೆ. ಈ ಮೂಲಕ ಸಾರ್ವಜನಿಕರಿಗೆ ತಿಳಿಯಪಡಿಸುವುದೇನೆಂದರೆ, ಕೆಳಕಂಡ ಆಸ್ತಿಗೆ ಸಂಬಂಧಿಸಿದಂತೆ ಯಾರಿಗಾದರೂ ಆಕ್ಷೇಪಣೆಗಳಿದ್ದಲ್ಲಿ ಈ ಪ್ರಕಟಣೆ ಪ್ರಕಟವಾದ ದಿನಾಂಕದಿಂದ 15 ದಿನಗಳೊಳಗೆ ಲಿಖಿತ ರೂಪದಲ್ಲಿ ಸಲ್ಲಿಸತಕ್ಕದ್ದು. ತಪ್ಪಿದಲ್ಲಿ ಮುಂದಿನ ಕ್ರಮ ಕೈಗೊಳ್ಳಲಾಗುವುದು. ಸ್ವತ್ತಿನ ವಿವರ: ಸರ್ವೆ ನಂ. 45/2, ವಿಸ್ತೀರ್ಣ 2 ಎಕರೆ, ಗ್ರಾಮ, ಹೋಬಳಿ, ತಾಲ್ಲೂಕು. ಪೂರ್ವಕ್ಕೆ ರಸ್ತೆ, ಪಶ್ಚಿಮಕ್ಕೆ ಖಾಸಗಿ ಜಮೀನು, ಉತ್ತರಕ್ಕೆ ಸರ್ಕಾರಿ ಜಮೀನು, ದಕ್ಷಿಣಕ್ಕೆ ಕೆರೆ. ಆದೇಶದ ಮೇರೆಗೆ, ಕೋರ್ಟ್ ಕಚೇರಿ, ಬೆಂಗಳೂರು. ಸ್ಥಳ: ಬೆಂಗಳೂರು, ದಿನಾಂಕ: 09-01-2026 xyxy=(474,1166,582,1215)
tender-date: ದಿನಾಂಕ: 12.01.2026 xyxy=(302,1261,347,1267)
reg-dot-cyan-2 xyxy=(326,1430,333,1437)
reg-dot-magenta-4 xyxy=(860,1430,867,1437)
court1-body-2: BETWEEN: BANK OF BARODA, Domlur Branch, Bangalore, Rep by its chief manager, Bangalore - 560007 ...PLAINTIFF AND Mr. BHEEMA LINGAIAH THAMMINENI ...DEFENDANT SUMMONS TO DEFENDANT BY WAY OF PP. Whereas the above named plaintiff has filed a suit for recovery of money. You are hereby summoned to appear before this Court in person or through a pleader on 16-03-2026 at 11.00 AM. Given under my hand and the seal of this Court this 14th day of January 2026. xyxy=(128,1021,232,1095)
change-of-name-dhairya xyxy=(470,908,586,1026)
masthead-divider-left xyxy=(212,50,862,52)
left-brief-body xyxy=(14,260,184,446)
day-label: ಗುರುವಾರ xyxy=(820,14,850,24)
kannada-notice-lower-b xyxy=(470,1162,586,1418)
tender-republish-title: ಮರು ಟೆಂಡರ್ ಪ್ರಕಟಣೆ xyxy=(185,1271,291,1283)
kannada-notice-middle-text: ಬೆಂಗಳೂರು ನಗರ ಜಿಲ್ಲಾ ಸಿವಿಲ್ ನ್ಯಾಯಾಲಯದಲ್ಲಿ ಸಾರ್ವಜನಿಕ ಪ್ರಕಟಣೆ. ಈ ಮೂಲಕ ಸಾರ್ವಜನಿಕರಿಗೆ ತಿಳಿಯಪಡಿಸುವುದೇನೆಂದರೆ, ಕೆಳಕಂಡ ಆಸ್ತಿಗೆ ಸಂಬಂಧಿಸಿದಂತೆ ಯಾರಿಗಾದರೂ ಆಕ್ಷೇಪಣೆಗಳಿದ್ದಲ್ಲಿ ಈ ಪ್ರಕಟಣೆ ಪ್ರಕಟವಾದ ದಿನಾಂಕದಿಂದ 15 ದಿನಗಳೊಳಗೆ ಲಿಖಿತ ರೂಪದಲ್ಲಿ ಸಲ್ಲಿಸತಕ್ಕದ್ದು. ತಪ್ಪಿದಲ್ಲಿ ಮುಂದಿನ ಕ್ರಮ ಕೈಗೊಳ್ಳಲಾಗುವುದು. ಸ್ವತ್ತಿನ ವಿವರ: ಸರ್ವೆ ನಂ. 45/2, ವಿಸ್ತೀರ್ಣ 2 ಎಕರೆ, ಗ್ರಾಮ, ಹೋಬಳಿ, ತಾಲ್ಲೂಕು. ಪೂರ್ವಕ್ಕೆ ರಸ್ತೆ, ಪಶ್ಚಿಮಕ್ಕೆ ಖಾಸಗಿ ಜಮೀನು, ಉತ್ತರಕ್ಕೆ ಸರ್ಕಾರಿ ಜಮೀನು, ದಕ್ಷಿಣಕ್ಕೆ ಕೆರೆ. ಆದೇಶದ ಮೇರೆಗೆ, ಕೋರ್ಟ್ ಕಚೇರಿ, ಬೆಂಗಳೂರು. ಸ್ಥಳ: ಬೆಂಗಳೂರು, ದಿನಾಂಕ: 09-01-2026 xyxy=(244,916,346,965)
jigani-caption: ವಶಪಡಿಸಿಕೊಂಡ ಆನೆ ದಂತದ ವಿಗ್ರಹದೊಂದಿಗೆ ಜಿಗಣೆ ಪೊಲೀಸರು xyxy=(628,715,744,721)
acharane-photo xyxy=(198,412,324,518)
cattle-box-title: ರಾಸುಗಳ ಸಂಖ್ಯೆ ಇಳಿಮುಖ xyxy=(540,263,614,273)
price-box-body: ಕೆ.ಜಿ ಅವರೆಕಾಯಿ 100 ರಿಂದ 130 ರೂ., ಎಳ್ಳು ಬೆಲ್ಲ ಕೆ.ಜಿ 200 ರೂ. ಗೆಣಸು 30 ರೂ. ಕಬ್ಬು ಜಲ್ಲೆಗೆ 60 ರಿಂದ 80 ರೂ. ಕಡಲೆಕಾಯಿ ಕೆ.ಜಿಗೆ 60 ರೂ ಇದ್ದು, ಕಳೆದ ವರ್ಷಕ್ಕಿಂತ ಬೆಲೆ ಕಡಿಮೆ ಇದೆ. ಕಡಲೆಕಾಯಿ ಕ್ವಿಂಟಾಲ್‌ಗೆ 800 ರಿಂದ 1000ರೂ ಇದ್ದರೆ, ಕಲರ್ ಕಬ್ಬು ಜೋಡಿಗೆ 100 ರೂ. ಇದೆ. ಹೂವು ಹಣ್ಣುಗಳ ದರ ಸ್ಥಿರವಾಗಿದೆ. xyxy=(337,277,489,320)
acharane-body xyxy=(330,440,660,520)
vivekananda-body-right: ಸ್ವಾಮಿ ವಿವೇಕಾನಂದರ ಚಿಂತನೆಗಳು ಯುವಸಮುದಾಯಕ್ಕೆ ಮಾರ್ಗದರ್ಶಕವಾಗಿವೆ. ಭಾರತದ ಸಂಸ್ಕೃತಿಯನ್ನು ವಿಶ್ವಕ್ಕೆ ಪರಿಚಯಿಸಿದ ಮಹಾನ್ ಸಂತ ಎಂದು ಜಾಗೃತ ಯುವ ಭಾರತದ ಸಂಚಾಲಕರು ಹೇಳಿದರು. ಯುವಕರು ದುಶ್ಚಟಗಳಿಂದ ದೂರವಿದ್ದು, ಸಮಾಜ ಸೇವೆಯಲ್ಲಿ ತೊಡಗಿಸಿಕೊಳ್ಳಬೇಕು. ಆತ್ಮವಿಶ್ವಾಸ, ಶಿಸ್ತು ಮತ್ತು ರಾಷ್ಟ್ರಪ್ರೇಮವನ್ನು ಬೆಳೆಸಿಕೊಳ್ಳಬೇಕು ಎಂದು ಕರೆ ನೀಡಿದರು. ಕಾರ್ಯಕ್ರಮದಲ್ಲಿ ಸ್ಥಳೀಯ ಮುಖಂಡರು, ಶಿಕ್ಷಕರು, ವಿದ್ಯಾರ್ಥಿಗಳು ಹಾಗೂ ಕಾರ್ಯಕರ್ತರು ಭಾಗವಹಿಸಿದ್ದರು. xyxy=(762,966,918,1036)
jigani-body-2: ಆನೆ ದಂತದಿಂದ ಮಾಡಿದ ವಿಗ್ರಹ ಮಾರಾಟ ಮಾಡುತ್ತಿದ್ದ ಇಬ್ಬರನ್ನು ಜಿಗಣೆ ಪೊಲೀಸರು ಬಂಧಿಸಿದ್ದಾರೆ. ಬೆಂಗಳೂರು ದಕ್ಷಿಣ ತಾಲ್ಲೂಕಿನ ಜಿಗಣೆ ಠಾಣಾ ವ್ಯಾಪ್ತಿಯಲ್ಲಿ ಖಚಿತ ಮಾಹಿತಿ ಮೇರೆಗೆ ದಾಳಿ ನಡೆಸಿದ ಪೊಲೀಸರು ಸುಮಾರು 120 ವರ್ಷ ಹಳೆಯ ಆನೆ ದಂತದ ವಿಗ್ರಹ ವಶಪಡಿಸಿಕೊಂಡಿದ್ದಾರೆ. ಬಂಧಿತರನ್ನು ನ್ಯಾಯಾಂಗ ಬಂಧನಕ್ಕೆ ಒಪ್ಪಿಸಲಾಗಿದೆ. ವಿಗ್ರಹದ ಮೌಲ್ಯ ಲಕ್ಷಾಂತರ ರೂ. ಎಂದು ಅಂದಾಜಿಸಲಾಗಿದ್ದು, ಅರಣ್ಯ ಇಲಾಖೆಗೆ ಹಸ್ತಾಂತರಿಸಲಾಗಿದೆ. ಪ್ರಕರಣದ ತನಿಖೆ ಮುಂದುವರಿದಿದೆ. xyxy=(780,716,918,782)
kannada-notice-middle-text-2: ಬೆಂಗಳೂರು ನಗರ ಜಿಲ್ಲಾ ಸಿವಿಲ್ ನ್ಯಾಯಾಲಯದಲ್ಲಿ ಸಾರ್ವಜನಿಕ ಪ್ರಕಟಣೆ. ಈ ಮೂಲಕ ಸಾರ್ವಜನಿಕರಿಗೆ ತಿಳಿಯಪಡಿಸುವುದೇನೆಂದರೆ, ಕೆಳಕಂಡ ಆಸ್ತಿಗೆ ಸಂಬಂಧಿಸಿದಂತೆ ಯಾರಿಗಾದರೂ ಆಕ್ಷೇಪಣೆಗಳಿದ್ದಲ್ಲಿ ಈ ಪ್ರಕಟಣೆ ಪ್ರಕಟವಾದ ದಿನಾಂಕದಿಂದ 15 ದಿನಗಳೊಳಗೆ ಲಿಖಿತ ರೂಪದಲ್ಲಿ ಸಲ್ಲಿಸತಕ್ಕದ್ದು. ತಪ್ಪಿದಲ್ಲಿ ಮುಂದಿನ ಕ್ರಮ ಕೈಗೊಳ್ಳಲಾಗುವುದು. ಸ್ವತ್ತಿನ ವಿವರ: ಸರ್ವೆ ನಂ. 45/2, ವಿಸ್ತೀರ್ಣ 2 ಎಕರೆ, ಗ್ರಾಮ, ಹೋಬಳಿ, ತಾಲ್ಲೂಕು. ಪೂರ್ವಕ್ಕೆ ರಸ್ತೆ, ಪಶ್ಚಿಮಕ್ಕೆ ಖಾಸಗಿ ಜಮೀನು, ಉತ್ತರಕ್ಕೆ ಸರ್ಕಾರಿ ಜಮೀನು, ದಕ್ಷಿಣಕ್ಕೆ ಕೆರೆ. ಆದೇಶದ ಮೇರೆಗೆ, ಕೋರ್ಟ್ ಕಚೇರಿ, ಬೆಂಗಳೂರು. ಸ್ಥಳ: ಬೆಂಗಳೂರು, ದಿನಾಂಕ: 09-01-2026 xyxy=(244,968,346,1017)
left-brief-text-2: ಜಿಲ್ಲಾ ಸಶಸ್ತ್ರ ಮೀಸಲು ಪಡೆಯ ಪೊಲೀಸರು ಕುಶಾಲತೋಪು ಹಾರಿಸಿ ಗೌರವ ಸಲ್ಲಿಸಿದರು. ಜಿಲ್ಲಾಧಿಕಾರಿ, ಜಿಲ್ಲಾ ಪೊಲೀಸ್ ವರಿಷ್ಠಾಧಿಕಾರಿ ಸೇರಿದಂತೆ ಹಲವು ಅಧಿಕಾರಿಗಳು ಪುಷ್ಪನಮನ ಸಲ್ಲಿಸಿದರು. xyxy=(14,302,184,328)
reg-dot-magenta-1 xyxy=(90,1430,97,1437)
kannada-court-notice-text-3: ಬೆಂಗಳೂರು ನಗರ ಜಿಲ್ಲಾ ಸಿವಿಲ್ ನ್ಯಾಯಾಲಯದಲ್ಲಿ ಸಾರ್ವಜನಿಕ ಪ್ರಕಟಣೆ. ಈ ಮೂಲಕ ಸಾರ್ವಜನಿಕರಿಗೆ ತಿಳಿಯಪಡಿಸುವುದೇನೆಂದರೆ, ಕೆಳಕಂಡ ಆಸ್ತಿಗೆ ಸಂಬಂಧಿಸಿದಂತೆ ಯಾರಿಗಾದರೂ ಆಕ್ಷೇಪಣೆಗಳಿದ್ದಲ್ಲಿ ಈ ಪ್ರಕಟಣೆ ಪ್ರಕಟವಾದ ದಿನಾಂಕದಿಂದ 15 ದಿನಗಳೊಳಗೆ ಲಿಖಿತ ರೂಪದಲ್ಲಿ ಸಲ್ಲಿಸತಕ್ಕದ್ದು. ತಪ್ಪಿದಲ್ಲಿ ಮುಂದಿನ ಕ್ರಮ ಕೈಗೊಳ್ಳಲಾಗುವುದು. ಸ್ವತ್ತಿನ ವಿವರ: ಸರ್ವೆ ನಂ. 45/2, ವಿಸ್ತೀರ್ಣ 2 ಎಕರೆ, ಗ್ರಾಮ, ಹೋಬಳಿ, ತಾಲ್ಲೂಕು. ಪೂರ್ವಕ್ಕೆ ರಸ್ತೆ, ಪಶ್ಚಿಮಕ್ಕೆ ಖಾಸಗಿ ಜಮೀನು, ಉತ್ತರಕ್ಕೆ ಸರ್ಕಾರಿ ಜಮೀನು, ದಕ್ಷಿಣಕ್ಕೆ ಕೆರೆ. ಆದೇಶದ ಮೇರೆಗೆ, ಕೋರ್ಟ್ ಕಚೇರಿ, ಬೆಂಗಳೂರು. ಸ್ಥಳ: ಬೆಂಗಳೂರು, ದಿನಾಂಕ: 09-01-2026 xyxy=(12,705,116,754)
tender-sign: ಮುಖ್ಯಾಧಿಕಾರಿಗಳು, ಪಟ್ಟಣ ಪಂಚಾಯಿತಿ ಹಾರೋಹಳ್ಳಿ. xyxy=(192,1403,282,1409)
reg-dot-magenta-2 xyxy=(336,1430,343,1437)
reg-dot-black-1 xyxy=(110,1430,117,1437)
jigani-body xyxy=(478,592,622,788)
ivory-idol-photo xyxy=(780,594,918,710)
reg-dot-yellow-3 xyxy=(620,1430,627,1437)
lead-kicker: ವಿವಿಧ ಧಾನ್ಯದ ರಾಶಿ ಪೂಜೆಗೆ ತಯಾರು | ಮಾರುಕಟ್ಟೆಯಲ್ಲಿ ಅಲಂಕಾರಿಕ ವಸ್ತುಗಳ ಖರೀದಿ xyxy=(390,72,726,86)
reg-dot-black-3 xyxy=(630,1430,637,1437)
sugghi-headline: ಬದಲಾವಣೆ ತರಲಿ ಸುಗ್ಗಿ ಹಬ್ಬ xyxy=(396,797,546,816)
court2-sign: By Order Of The Court, Senior Sheristedar Commercial Court Unit, City Civil Court Bengaluru xyxy=(359,1030,461,1049)
jigani-police-photo xyxy=(628,594,776,710)
reg-dot-magenta-3 xyxy=(610,1430,617,1437)
city-label: ಬೆಂಗಳೂರು xyxy=(851,41,879,49)
lavanya-dateline: ದೊಡ್ಡಬಳ್ಳಾಪುರ: xyxy=(670,182,705,190)
jigani-headline: ಜಿಗಣೆ ಪೊಲೀಸರಿಂದ ಇಬ್ಬರ ಬಂಧನ xyxy=(548,553,848,583)
left-brief-text: ಕರ್ತವ್ಯದ ಸಮಯದಲ್ಲಿ ಹೃದಯಾಘಾತದಿಂದ ಮೃತಪಟ್ಟ ಯೋಧನಿಗೆ ಗ್ರಾಮಸ್ಥರು ಕಣ್ಣೀರಿನ ವಿದಾಯ ಹೇಳಿದರು. ಭಾರತೀಯ ಸೇನೆಯಲ್ಲಿ ಸೇವೆ ಸಲ್ಲಿಸುತ್ತಿದ್ದ ಯೋಧನ ಪಾರ್ಥಿವ ಶರೀರವನ್ನು ಸ್ವಗ್ರಾಮಕ್ಕೆ ತರಲಾಯಿತು. ಸಾವಿರಾರು ಜನರು ಅಂತಿಮ ದರ್ಶನ ಪಡೆದರು. ಸಕಲ ಸರ್ಕಾರಿ ಗೌರವಗಳೊಂದಿಗೆ ಅಂತ್ಯಕ್ರಿಯೆ ನೆರವೇರಿಸಲಾಯಿತು. ಯೋಧನ ಅಗಲಿಕೆಯಿಂದ ಇಡೀ ಗ್ರಾಮದಲ್ಲಿ ನೀರವ ಮೌನ ಆವರಿಸಿತ್ತು. xyxy=(14,260,184,302)
court-summons-bank-of-baroda xyxy=(124,912,236,1238)
sugghi-dateline: ಬೆಂಗಳೂರು: xyxy=(356,822,382,829)
logo-tagline: ರಾಷ್ಟ್ರ ಜಾಗೃತಿಯ ಪತ್ರಿಕೆ xyxy=(38,30,79,36)
reg-dot-cyan-1 xyxy=(80,1430,87,1437)
kannada-notice-middle-text-3: ಬೆಂಗಳೂರು ನಗರ ಜಿಲ್ಲಾ ಸಿವಿಲ್ ನ್ಯಾಯಾಲಯದಲ್ಲಿ ಸಾರ್ವಜನಿಕ ಪ್ರಕಟಣೆ. ಈ ಮೂಲಕ ಸಾರ್ವಜನಿಕರಿಗೆ ತಿಳಿಯಪಡಿಸುವುದೇನೆಂದರೆ, ಕೆಳಕಂಡ ಆಸ್ತಿಗೆ ಸಂಬಂಧಿಸಿದಂತೆ ಯಾರಿಗಾದರೂ ಆಕ್ಷೇಪಣೆಗಳಿದ್ದಲ್ಲಿ ಈ ಪ್ರಕಟಣೆ ಪ್ರಕಟವಾದ ದಿನಾಂಕದಿಂದ 15 ದಿನಗಳೊಳಗೆ ಲಿಖಿತ ರೂಪದಲ್ಲಿ ಸಲ್ಲಿಸತಕ್ಕದ್ದು. ತಪ್ಪಿದಲ್ಲಿ ಮುಂದಿನ ಕ್ರಮ ಕೈಗೊಳ್ಳಲಾಗುವುದು. ಸ್ವತ್ತಿನ ವಿವರ: ಸರ್ವೆ ನಂ. 45/2, ವಿಸ್ತೀರ್ಣ 2 ಎಕರೆ, ಗ್ರಾಮ, ಹೋಬಳಿ, ತಾಲ್ಲೂಕು. ಪೂರ್ವಕ್ಕೆ ರಸ್ತೆ, ಪಶ್ಚಿಮಕ್ಕೆ ಖಾಸಗಿ ಜಮೀನು, ಉತ್ತರಕ್ಕೆ ಸರ್ಕಾರಿ ಜಮೀನು, ದಕ್ಷಿಣಕ್ಕೆ ಕೆರೆ. ಆದೇಶದ ಮೇರೆಗೆ, ಕೋರ್ಟ್ ಕಚೇರಿ, ಬೆಂಗಳೂರು. ಸ್ಥಳ: ಬೆಂಗಳೂರು, ದಿನಾಂಕ: 09-01-2026 xyxy=(244,1021,346,1070)
lead-text-2: ಧಾನ್ಯದ ರಾಶಿಗೆ ಪೂಜೆ ಸಲ್ಲಿಸುವ ಸಂಪ್ರದಾಯ ಇನ್ನೂ ಜೀವಂತವಾಗಿದ್ದು, ಕಣದಲ್ಲಿ ರಾಶಿ ಹಾಕಿ ಪೂಜೆ ಸಲ್ಲಿಸಲಾಗುತ್ತದೆ. ಮಾರುಕಟ್ಟೆಯಲ್ಲಿ ಕಬ್ಬಿನ ಜಲ್ಲೆಗಳ ಬೆಲೆ ಈ ಬಾರಿ ಕೊಂಚ ಇಳಿಕೆಯಾಗಿದ್ದು ಗ್ರಾಹಕರು ಸಂತಸ ವ್ಯಕ್ತಪಡಿಸಿದ್ದಾರೆ. xyxy=(198,221,326,265)
court2-title: IN THE COURT OF THE LXXXIV ADDL. CITY CIVIL AND SESSIONS JUDGE AT BENGALURU xyxy=(358,912,462,931)
section-title: ಪ್ರಾದೇಶಿಕ xyxy=(464,8,556,43)
lavanya-body xyxy=(670,182,912,218)
reg-dot-yellow-1 xyxy=(100,1430,107,1437)
change-of-name-surya-title: CHANGE OF NAME xyxy=(125,797,233,810)
change-of-name-surya-body: I, SURYA C VIJAYAN, W/o Abhilash A P, Surya Bhavan, Makkamkunnu, Pathanamthitta, Pathanamthitta Post, Kerala-689645, Kerala, India do hereby declare that both the names i.e., SURYA C VIJAYAN and SURYA C are one and the same and refers to me only, henceforth I shall be known and called as SURYA C VIJAYAN for all purposes, vide affidavit dated 5th January 2026, sworn before Advocate and Notary Y.R. CHANDRASEKAR at Bengaluru. xyxy=(128,812,230,891)
reg-dot-yellow-4 xyxy=(870,1430,877,1437)
